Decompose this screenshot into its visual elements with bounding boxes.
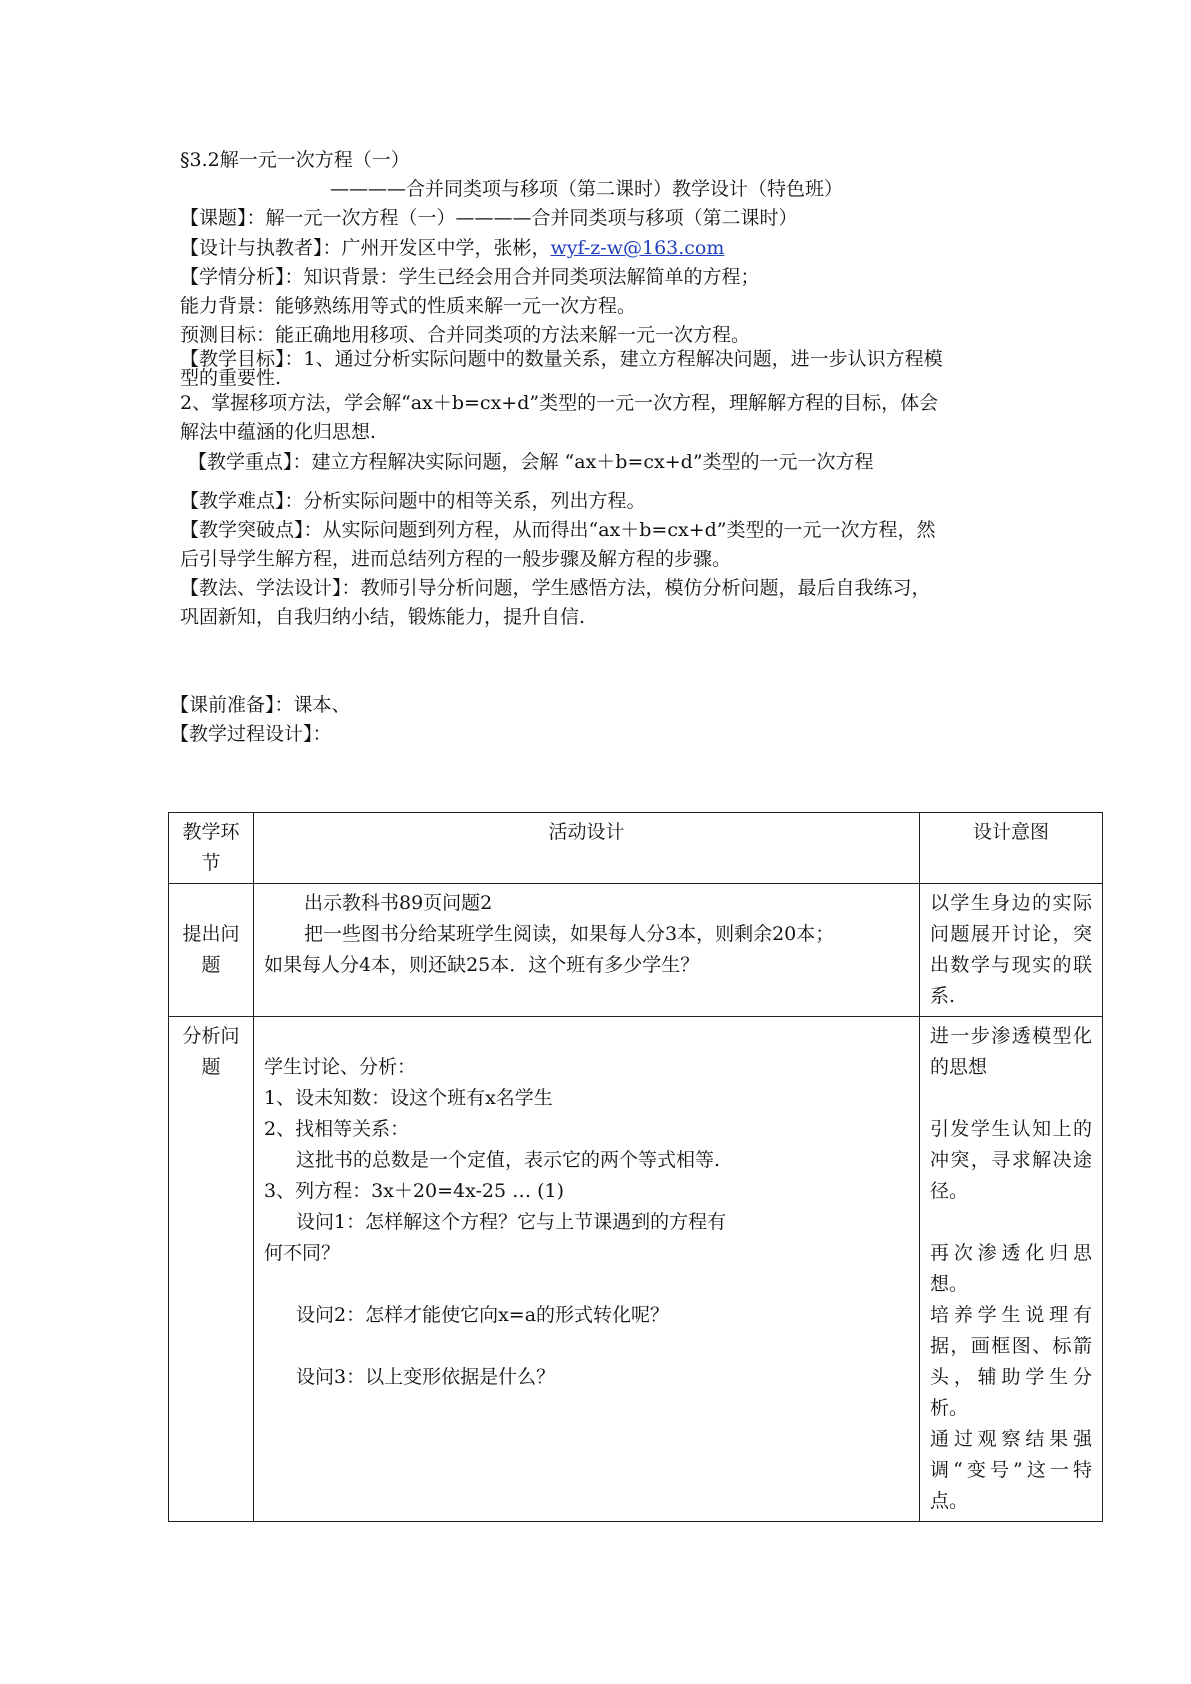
teaching-process-table (168, 812, 1103, 1522)
table-row (169, 1017, 1103, 1522)
goal-line-1b: 型的重要性. (180, 367, 282, 389)
method-line-a: 【教法、学法设计】：教师引导分析问题，学生感悟方法，模仿分析问题，最后自我练习， (180, 577, 931, 599)
activity-text: 设问2：怎样才能使它向x=a的形式转化呢？ (296, 1304, 670, 1326)
intent-cell: 以学生身边的实际问题展开讨论，突出数学与现实的联系. (920, 884, 1103, 1017)
intent-text: 培养学生说理有据，画框图、标箭头，辅助学生分析。 (930, 1304, 1092, 1419)
analysis-line: 【学情分析】：知识背景：学生已经会用合并同类项法解简单的方程； (180, 266, 760, 288)
intent-text: 通过观察结果强调“变号”这一特点。 (930, 1428, 1092, 1512)
header-activity: 活动设计 (254, 813, 920, 884)
intent-text: 进一步渗透模型化的思想 (930, 1025, 1092, 1078)
goal-line-1a: 【教学目标】：1、通过分析实际问题中的数量关系，建立方程解决问题，进一步认识方程模 (180, 348, 943, 370)
breakthrough-line-b: 后引导学生解方程，进而总结列方程的一般步骤及解方程的步骤。 (180, 548, 732, 570)
topic-line: 【课题】：解一元一次方程（一）————合并同类项与移项（第二课时） (180, 207, 798, 229)
ability-line: 能力背景：能够熟练用等式的性质来解一元一次方程。 (180, 295, 637, 317)
activity-text: 何不同？ (264, 1242, 341, 1264)
activity-text: 这批书的总数是一个定值，表示它的两个等式相等. (296, 1149, 721, 1171)
goal-line-2a: 2、掌握移项方法，学会解“ax＋b=cx+d”类型的一元一次方程，理解解方程的目标，体会 (180, 392, 939, 414)
activity-cell (254, 1017, 920, 1522)
table-header-row (169, 813, 1103, 884)
process-line: 【教学过程设计】： (170, 723, 332, 745)
activity-text: 把一些图书分给某班学生阅读，如果每人分3本，则剩余20本； (304, 923, 835, 945)
stage-cell: 分析问题 (169, 1017, 254, 1522)
doc-title: §3.2解一元一次方程（一） (180, 149, 410, 171)
stage-cell: 提出问题 (169, 884, 254, 1017)
doc-subtitle: ————合并同类项与移项（第二课时）教学设计（特色班） (330, 178, 844, 200)
activity-text: 出示教科书89页问题2 (304, 892, 493, 914)
activity-text: 如果每人分4本，则还缺25本．这个班有多少学生？ (264, 954, 700, 976)
intent-text: 再次渗透化归思想。 (930, 1242, 1092, 1295)
activity-text: 2、找相等关系： (264, 1118, 410, 1140)
activity-text: 学生讨论、分析： (264, 1056, 417, 1078)
activity-text: 设问3：以上变形依据是什么？ (296, 1366, 556, 1388)
designer-email-link[interactable]: wyf-z-w@163.com (550, 237, 725, 259)
difficult-point-line: 【教学难点】：分析实际问题中的相等关系，列出方程。 (180, 490, 646, 512)
method-line-b: 巩固新知，自我归纳小结，锻炼能力，提升自信. (180, 606, 586, 628)
goal-line-2b: 解法中蕴涵的化归思想. (180, 421, 377, 443)
header-intent: 设计意图 (920, 813, 1103, 884)
header-stage: 教学环节 (169, 813, 254, 884)
designer-line (180, 236, 724, 260)
intent-cell (920, 1017, 1103, 1522)
intent-text: 引发学生认知上的冲突，寻求解决途径。 (930, 1118, 1092, 1202)
key-point-line: 【教学重点】：建立方程解决实际问题，会解 “ax＋b=cx+d”类型的一元一次方程 (188, 451, 874, 473)
activity-text: 1、设未知数：设这个班有x名学生 (264, 1087, 553, 1109)
table-row (169, 884, 1103, 1017)
prep-line: 【课前准备】：课本、 (170, 694, 351, 716)
activity-text: 设问1：怎样解这个方程？它与上节课遇到的方程有 (296, 1211, 727, 1233)
designer-text: 【设计与执教者】：广州开发区中学，张彬， (180, 237, 551, 259)
predict-line: 预测目标：能正确地用移项、合并同类项的方法来解一元一次方程。 (180, 324, 751, 346)
activity-cell (254, 884, 920, 1017)
activity-text: 3、列方程：3x＋20=4x-25 … (1) (264, 1180, 565, 1202)
breakthrough-line-a: 【教学突破点】：从实际问题到列方程，从而得出“ax＋b=cx+d”类型的一元一次方程，然 (180, 519, 936, 541)
